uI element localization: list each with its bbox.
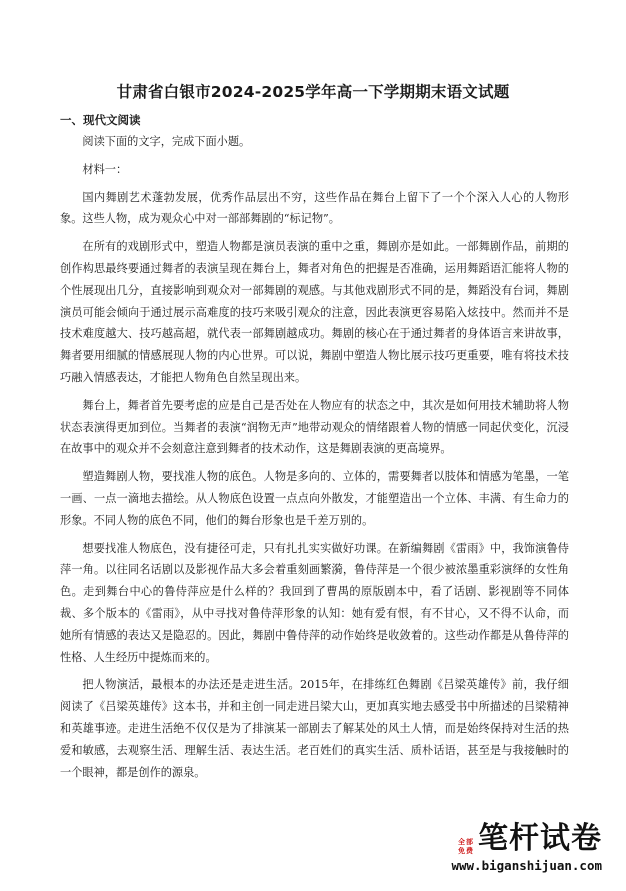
- reading-passage: [60, 131, 569, 783]
- watermark-url: www.biganshijuan.com: [451, 858, 602, 873]
- passage-paragraph: 在所有的戏剧形式中，塑造人物都是演员表演的重中之重，舞剧亦是如此。一部舞剧作品，前期的创作构思最终要通过舞者的表演呈现在舞台上，舞者对角色的把握是否准确，运用舞蹈语汇能将人物的个性展现出几分，直接影响到观众对一部舞剧的观感。与其他戏剧形式不同的是，舞蹈没有台词，舞剧演员可能会倾向于通过展示高难度的技巧来吸引观众的注意，因此表演更容易陷入炫技中。然而并不是技术难度越大、技巧越高超，就代表一部舞剧越成功。舞剧的核心在于通过舞者的身体语言来讲故事，舞者要用细腻的情感展现人物的内心世界。可以说，舞剧中塑造人物比展示技巧更重要，唯有将技术技巧融入情感表达，才能把人物角色自然呈现出来。: [60, 240, 569, 384]
- passage-paragraph: 想要找准人物底色，没有捷径可走，只有扎扎实实做好功课。在新编舞剧《雷雨》中，我饰演鲁侍萍一角。以往同名话剧以及影视作品大多会着重刻画繁漪，鲁侍萍是一个很少被浓墨重彩演绎的女性角色。走到舞台中心的鲁侍萍应是什么样的？我回到了曹禺的原版剧本中，看了话剧、影视剧等不同体裁、多个版本的《雷雨》，从中寻找对鲁侍萍形象的认知：她有爱有恨，有不甘心，又不得不认命，而她所有情感的表达又是隐忍的。因此，舞剧中鲁侍萍的动作始终是收敛着的。这些动作都是从鲁侍萍的性格、人生经历中提炼而来的。: [60, 541, 569, 664]
- passage-paragraph: 舞台上，舞者首先要考虑的应是自己是否处在人物应有的状态之中，其次是如何用技术辅助将人物状态表演得更加到位。当舞者的表演“润物无声”地带动观众的情绪跟着人物的情感一同起伏变化，沉浸在故事中的观众并不会刻意注意到舞者的技术动作，这是舞剧表演的更高境界。: [60, 398, 569, 456]
- passage-paragraph: 国内舞剧艺术蓬勃发展，优秀作品层出不穷，这些作品在舞台上留下了一个个深入人心的人物形象。这些人物，成为观众心中对一部部舞剧的“标记物”。: [60, 190, 569, 226]
- passage-paragraph: 塑造舞剧人物，要找准人物的底色。人物是多向的、立体的，需要舞者以肢体和情感为笔墨，一笔一画、一点一滴地去描绘。从人物底色设置一点点向外散发，才能塑造出一个立体、丰满、有生命力的形象。不同人物的底色不同，他们的舞台形象也是千差万别的。: [60, 470, 569, 527]
- instruction-text: 阅读下面的文字，完成下面小题。: [82, 135, 251, 148]
- watermark-tag: 全部免费: [458, 838, 474, 855]
- passage-paragraph: 把人物演活，最根本的办法还是走进生活。2015年，在排练红色舞剧《吕梁英雄传》前，我仔细阅读了《吕梁英雄传》这本书，并和主创一同走进吕梁大山，更加真实地去感受书中所描述的吕梁精神和英雄事迹。走进生活绝不仅仅是为了排演某一部剧去了解某处的风土人情，而是始终保持对生活的热爱和敏感，去观察生活、理解生活、表达生活。老百姓们的真实生活、质朴话语，甚至是与我接触时的一个眼神，都是创作的源泉。: [60, 678, 569, 779]
- watermark-logo: [451, 822, 602, 873]
- page-title: 甘肃省白银市2024-2025学年高一下学期期末语文试题: [116, 83, 510, 101]
- material-label: 材料一：: [82, 162, 128, 176]
- section-heading: 一、现代文阅读: [60, 113, 141, 127]
- watermark-title: 笔杆试卷: [478, 821, 602, 856]
